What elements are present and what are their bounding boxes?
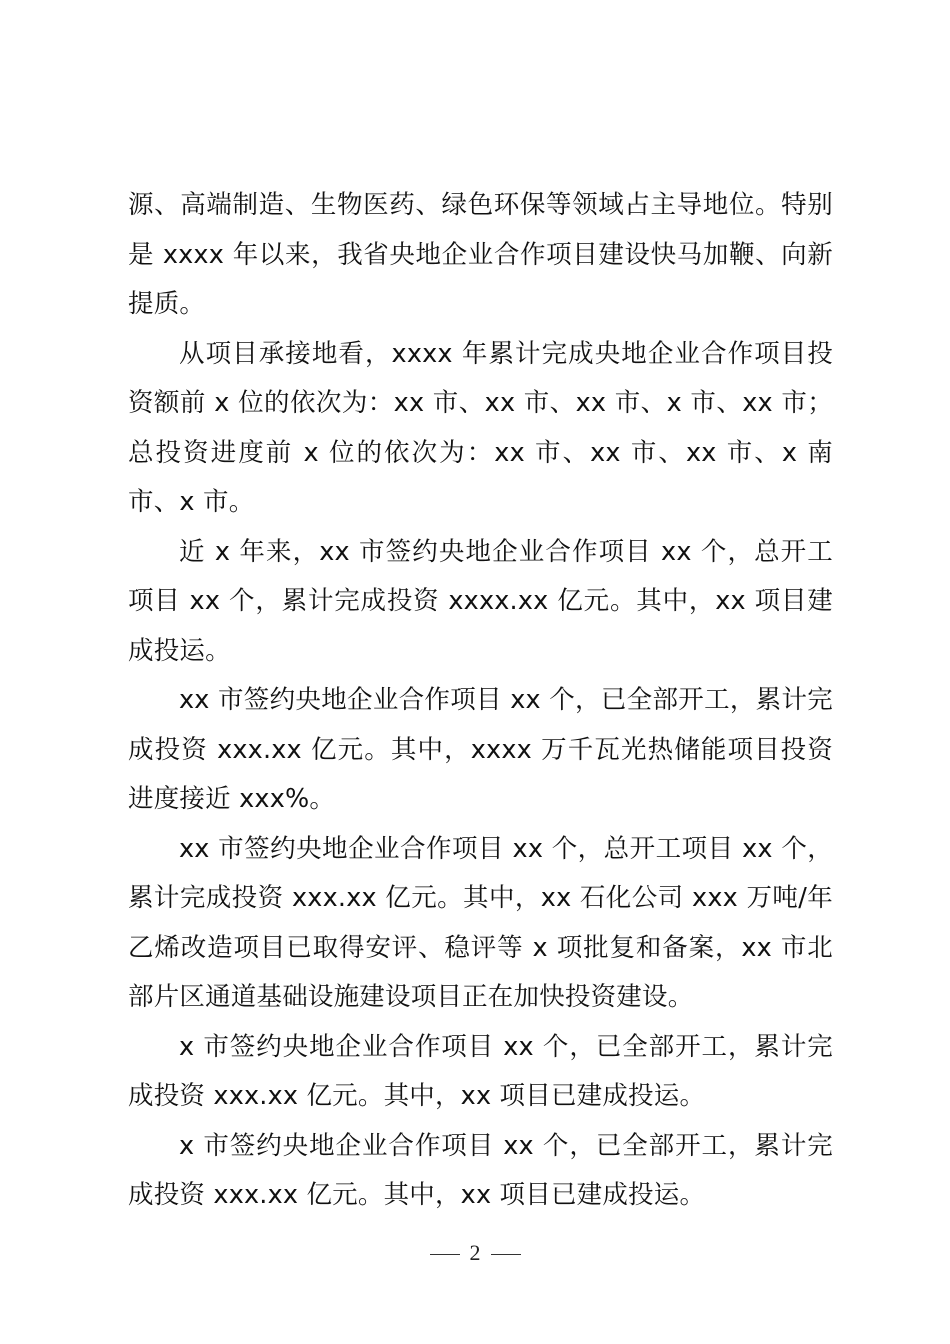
- page-number: 2: [469, 1240, 481, 1265]
- paragraph-city-summary-1: 近 x 年来，xx 市签约央地企业合作项目 xx 个，总开工项目 xx 个，累计完成投资 xxxx.xx 亿元。其中，xx 项目建成投运。: [128, 536, 833, 666]
- paragraph-city-summary-2: xx 市签约央地企业合作项目 xx 个，已全部开工，累计完成投资 xxx.xx 亿元。其中，xxxx 万千瓦光热储能项目投资进度接近 xxx%。: [128, 685, 833, 814]
- paragraph-project-locations: 从项目承接地看，xxxx 年累计完成央地企业合作项目投资额前 x 位的依次为：xx 市、xx 市、xx 市、x 市、xx 市；总投资进度前 x 位的依次为：xx 市、xx 市、xx 市、x 南市、x 市。: [128, 338, 833, 517]
- paragraph-city-summary-5: x 市签约央地企业合作项目 xx 个，已全部开工，累计完成投资 xxx.xx 亿元。其中，xx 项目已建成投运。: [128, 1130, 833, 1210]
- document-body: [128, 181, 833, 1221]
- paragraph-city-summary-4: x 市签约央地企业合作项目 xx 个，已全部开工，累计完成投资 xxx.xx 亿元。其中，xx 项目已建成投运。: [128, 1031, 833, 1111]
- paragraph-city-summary-3: xx 市签约央地企业合作项目 xx 个，总开工项目 xx 个，累计完成投资 xxx.xx 亿元。其中，xx 石化公司 xxx 万吨/年乙烯改造项目已取得安评、稳评等 x 项批复和备案，xx 市北部片区通道基础设施建设项目正在加快投资建设。: [128, 833, 833, 1012]
- paragraph-continuation: 源、高端制造、生物医药、绿色环保等领域占主导地位。特别是 xxxx 年以来，我省央地企业合作项目建设快马加鞭、向新提质。: [128, 190, 833, 319]
- page-footer: [0, 1238, 950, 1268]
- footer-left-dash: [430, 1254, 460, 1255]
- footer-right-dash: [491, 1254, 521, 1255]
